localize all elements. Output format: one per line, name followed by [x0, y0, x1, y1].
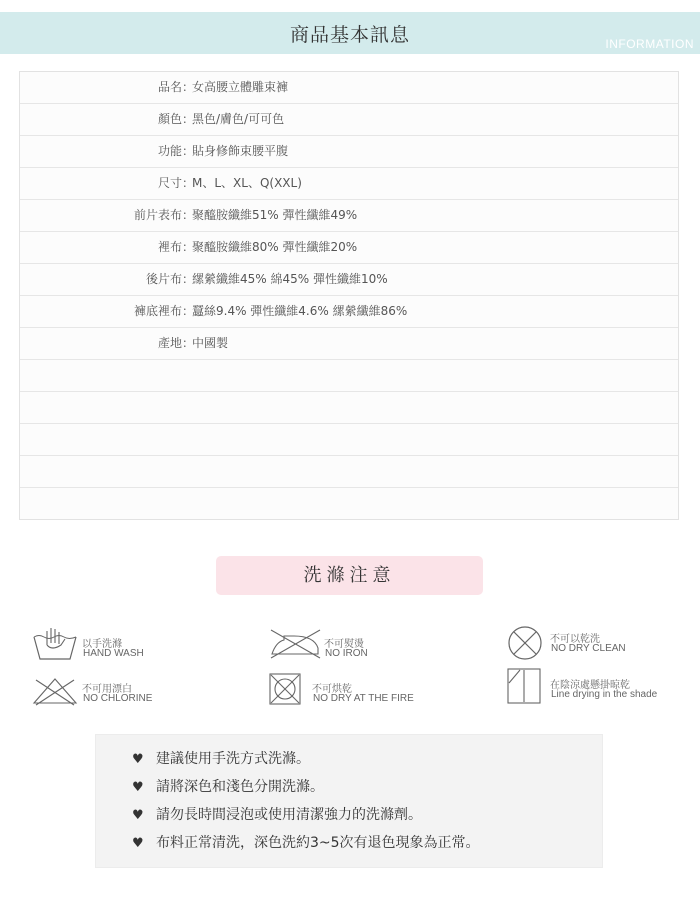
info-value: 縲縈纖維45% 綿45% 彈性纖維10%: [192, 272, 388, 286]
info-colon: ：: [182, 240, 195, 254]
no-dry-clean-icon: [506, 625, 544, 661]
care-label-zh: 以手洗滌: [82, 639, 122, 650]
tip-item: [132, 747, 310, 771]
info-row-lining: [20, 232, 678, 264]
heart-icon: ♥: [132, 808, 144, 823]
heart-icon: ♥: [132, 752, 144, 767]
care-item-no-bleach: [32, 676, 232, 710]
heart-icon: ♥: [132, 780, 144, 795]
info-colon: ：: [182, 80, 195, 94]
info-label: 顏色: [157, 112, 182, 126]
info-value: 黑色/膚色/可可色: [192, 112, 285, 126]
info-value: 女高腰立體雕束褲: [192, 80, 289, 94]
tip-item: [132, 803, 422, 827]
heart-icon: ♥: [132, 836, 144, 851]
section-title-wash: 洗滌注意: [216, 556, 483, 595]
info-colon: ：: [182, 304, 195, 318]
tip-item: [132, 831, 480, 855]
info-row-name: [20, 72, 678, 104]
care-label-en: Line drying in the shade: [551, 689, 658, 700]
tip-text: 布料正常清洗，深色洗約3~5次有退色現象為正常。: [156, 835, 480, 851]
info-value: 聚醯胺纖維80% 彈性纖維20%: [192, 240, 358, 254]
hand-wash-icon: [32, 625, 78, 663]
tip-text: 建議使用手洗方式洗滌。: [156, 751, 310, 767]
info-row-color: [20, 104, 678, 136]
care-label-en: NO IRON: [325, 648, 368, 659]
info-row-empty: [20, 488, 678, 520]
care-item-no-tumble-dry: [268, 672, 468, 710]
info-label: 產地: [157, 336, 182, 350]
care-item-line-dry-shade: [506, 667, 696, 707]
info-value: 蠶絲9.4% 彈性纖維4.6% 縲縈纖維86%: [192, 304, 408, 318]
line-dry-shade-icon: [506, 667, 542, 705]
info-colon: ：: [182, 208, 195, 222]
info-row-empty: [20, 424, 678, 456]
info-row-back-fabric: [20, 264, 678, 296]
info-label: 前片表布: [133, 208, 182, 222]
section-title-info: 商品基本訊息: [289, 24, 410, 46]
info-row-front-fabric: [20, 200, 678, 232]
no-tumble-dry-icon: [268, 672, 302, 706]
info-row-empty: [20, 360, 678, 392]
info-value: 中國製: [192, 336, 229, 350]
care-item-no-iron: [268, 628, 468, 664]
info-label: 尺寸: [157, 176, 182, 190]
no-bleach-icon: [32, 676, 78, 706]
info-row-function: [20, 136, 678, 168]
info-label: 後片布: [145, 272, 182, 286]
info-label: 褲底裡布: [133, 304, 182, 318]
info-label: 裡布: [157, 240, 182, 254]
care-label-en: NO DRY CLEAN: [551, 643, 626, 654]
care-label-zh: 不可以乾洗: [550, 634, 600, 645]
care-label-zh: 不可用漂白: [82, 684, 132, 695]
info-label: 品名: [157, 80, 182, 94]
info-value: 貼身修飾束腰平腹: [192, 144, 289, 158]
wash-tips-box: [95, 734, 603, 868]
tip-text: 請勿長時間浸泡或使用清潔強力的洗滌劑。: [156, 807, 422, 823]
care-label-en: NO CHLORINE: [83, 693, 153, 704]
info-colon: ：: [182, 144, 195, 158]
info-value: 聚醯胺纖維51% 彈性纖維49%: [192, 208, 358, 222]
tip-text: 請將深色和淺色分開洗滌。: [156, 779, 324, 795]
info-label: 功能: [157, 144, 182, 158]
info-row-empty: [20, 456, 678, 488]
info-value: M、L、XL、Q(XXL): [192, 176, 302, 190]
care-label-zh: 不可烘乾: [312, 684, 352, 695]
care-item-hand-wash: [32, 625, 232, 665]
info-row-origin: [20, 328, 678, 360]
care-label-en: HAND WASH: [83, 648, 144, 659]
info-row-crotch-lining: [20, 296, 678, 328]
section-subtitle-info: INFORMATION: [605, 37, 694, 51]
info-colon: ：: [182, 112, 195, 126]
care-label-zh: 不可熨燙: [324, 639, 364, 650]
info-row-size: [20, 168, 678, 200]
info-colon: ：: [182, 336, 195, 350]
care-label-en: NO DRY AT THE FIRE: [313, 693, 414, 704]
info-row-empty: [20, 392, 678, 424]
product-info-table: [19, 71, 679, 520]
info-colon: ：: [182, 176, 195, 190]
no-iron-icon: [268, 628, 322, 660]
care-label-zh: 在陰涼處懸掛晾乾: [550, 680, 630, 691]
tip-item: [132, 775, 324, 799]
info-colon: ：: [182, 272, 195, 286]
care-item-no-dry-clean: [506, 625, 686, 663]
